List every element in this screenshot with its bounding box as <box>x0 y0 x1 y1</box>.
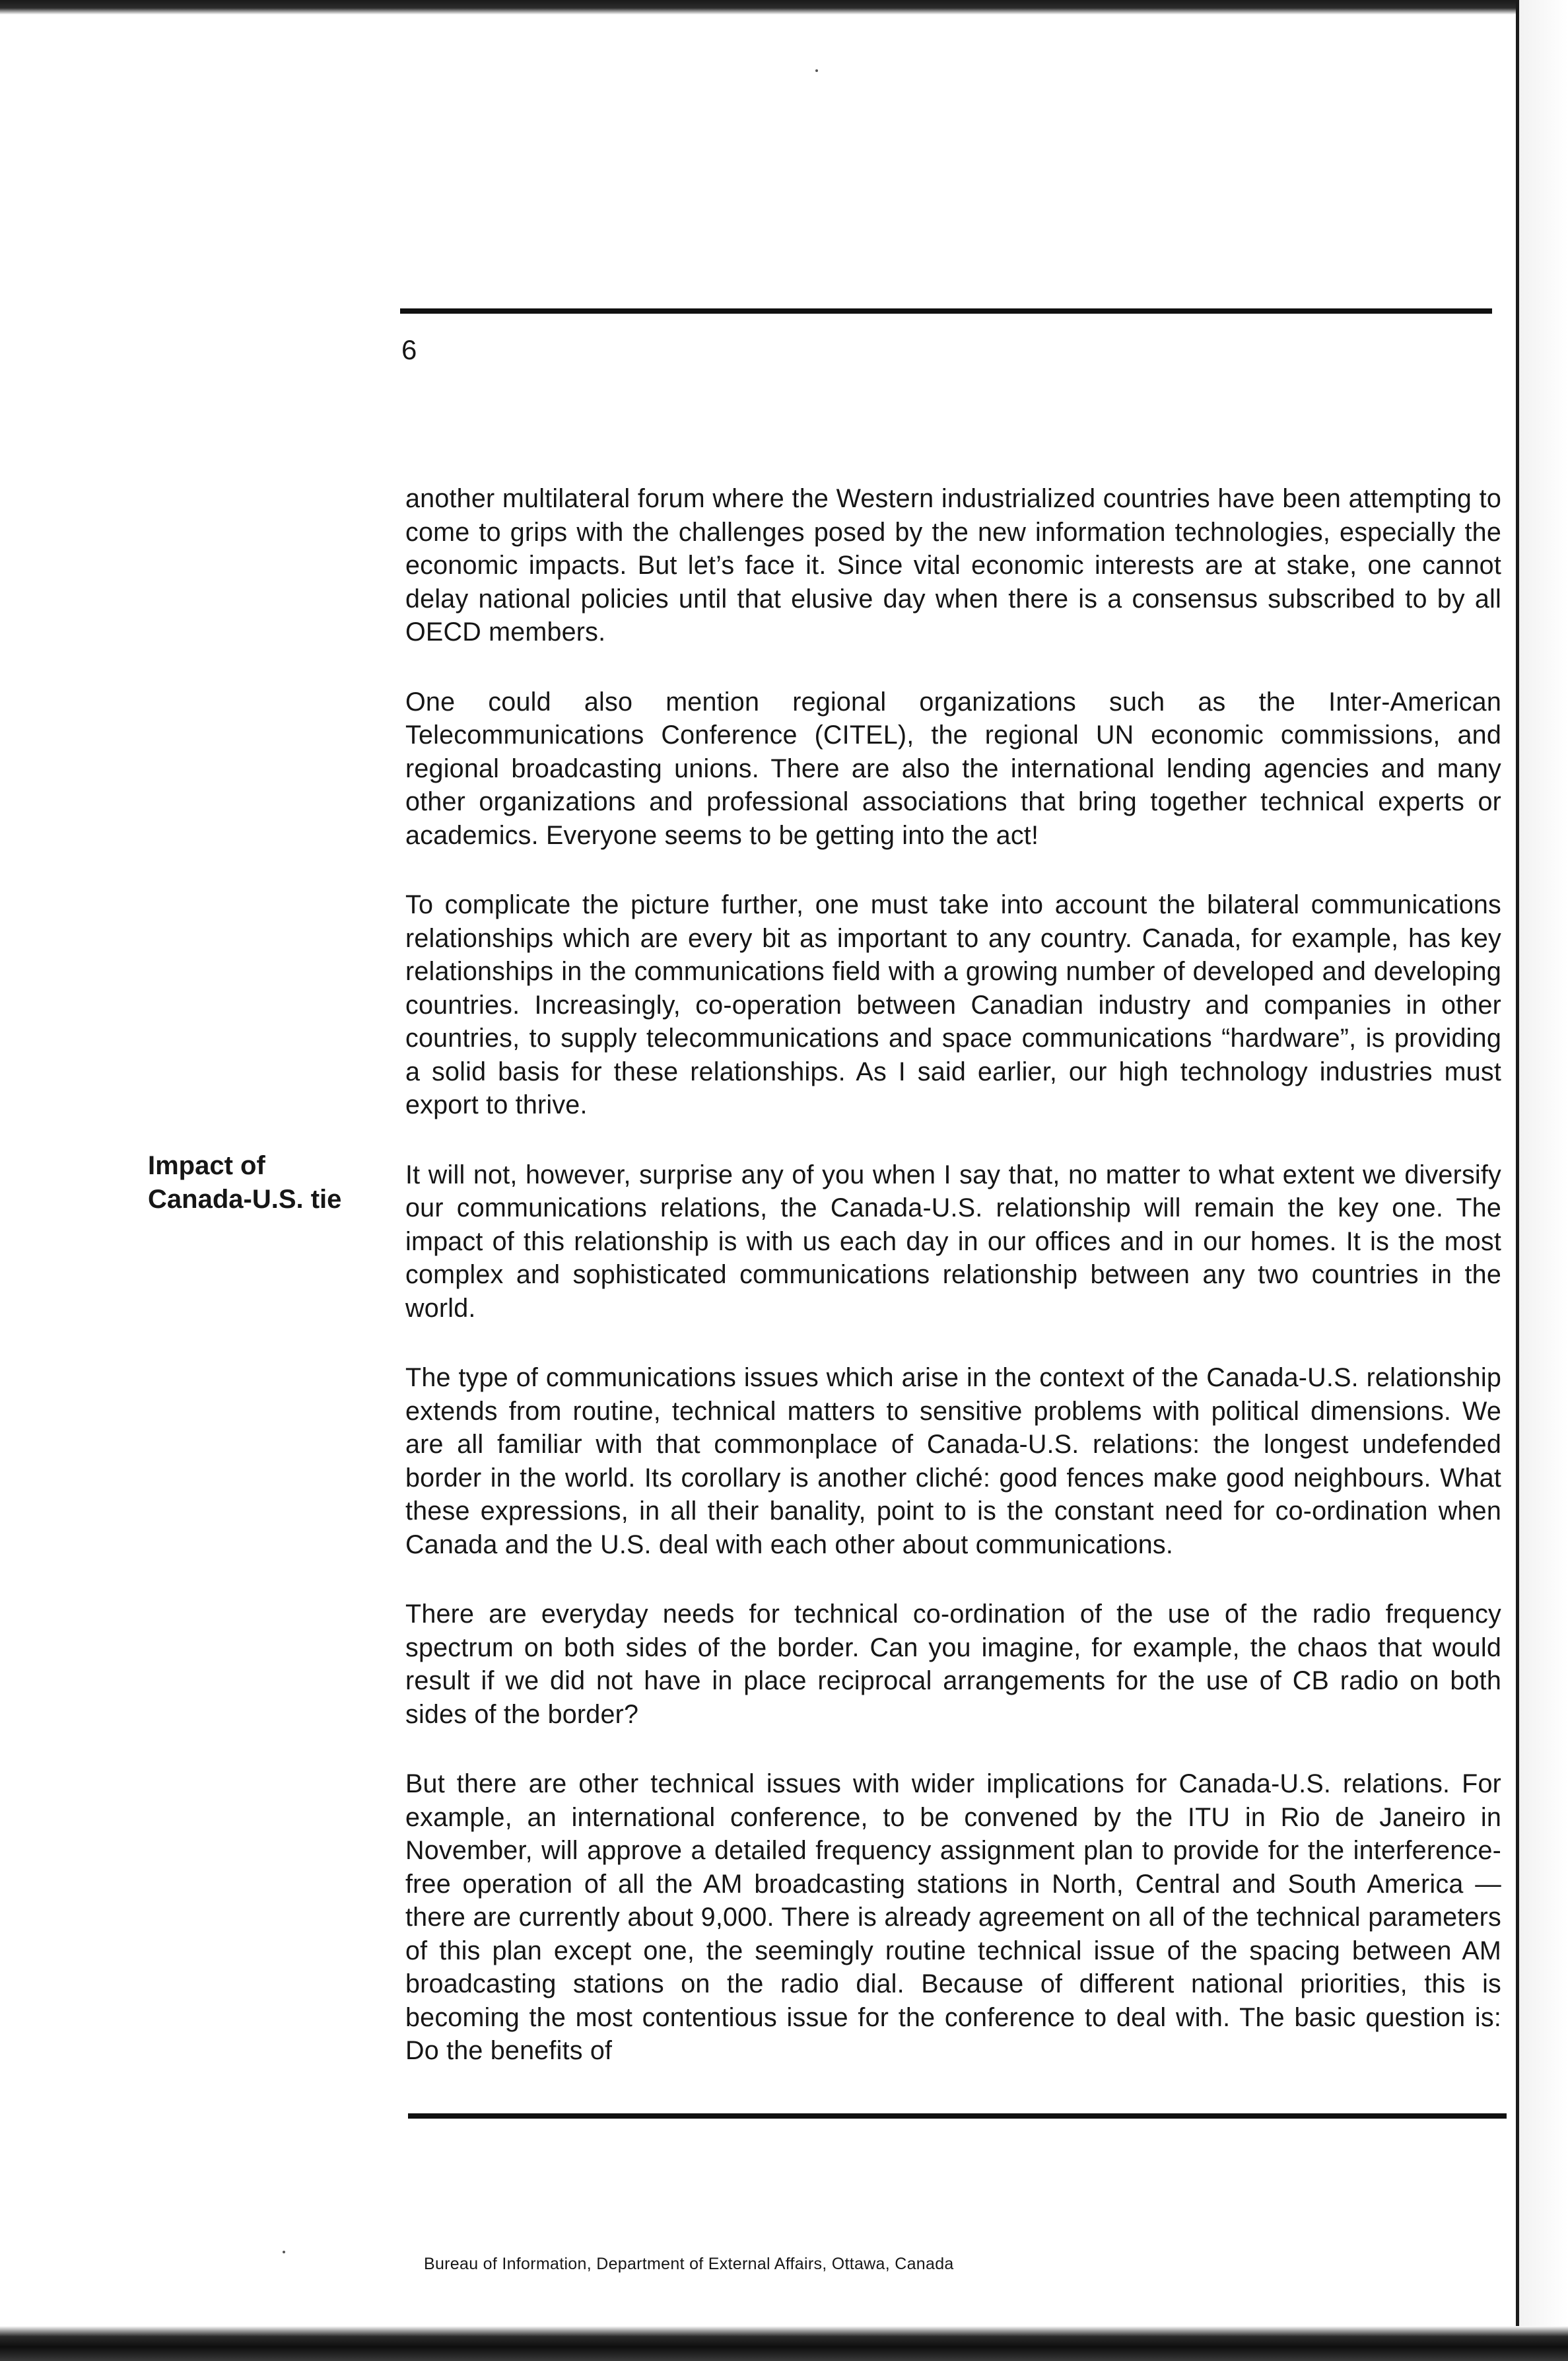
paragraph-4: It will not, however, surprise any of you when I say that, no matter to what extent we diversify our communications relations, the Canada-U.S. relationship will remain the key one. The impact of this relationship is with us each day in our offices and in our homes. It is the most complex and sophisticated communications relationship between any two countries in the world. <box>405 1160 1501 1323</box>
scan-edge-gutter <box>1519 0 1568 2361</box>
paragraph-6: There are everyday needs for technical co-ordination of the use of the radio frequency spectrum on both sides of the border. Can you imagine, for example, the chaos that would result if we did not have in place reciprocal arrangements for the use of CB radio on both sides of the border? <box>405 1600 1501 1729</box>
paragraph-2: One could also mention regional organizations such as the Inter-American Telecommunications Conference (CITEL), the regional UN economic commissions, and regional broadcasting unions. There are also the international lending agencies and many other organizations and professional associations that bring together technical experts or academics. Everyone seems to be getting into the act! <box>405 687 1501 850</box>
publisher-footer: Bureau of Information, Department of External Affairs, Ottawa, Canada <box>424 2255 954 2273</box>
scan-edge-top <box>0 0 1568 15</box>
scan-edge-bottom <box>0 2326 1568 2361</box>
paragraph-5: The type of communications issues which arise in the context of the Canada-U.S. relationship extends from routine, technical matters to sensitive problems with political dimensions. We are all familiar with that commonplace of Canada-U.S. relations: the longest undefended border in the world. Its corollary is another cliché: good fences make good neighbours. What these expressions, in all their banality, point to is the constant need for co-ordination when Canada and the U.S. deal with each other about communications. <box>405 1363 1501 1559</box>
paragraph-7: But there are other technical issues with wider implications for Canada-U.S. relations. For example, an international conference, to be convened by the ITU in Rio de Janeiro in November, will approve a detailed frequency assignment plan to provide for the interference-free operation of all the AM broadcasting stations in North, Central and South America — there are currently about 9,000. There is already agreement on all of the technical parameters of this plan except one, the seemingly routine technical issue of the spacing between AM broadcasting stations on the radio dial. Because of different national priorities, this is becoming the most contentious issue for the conference to deal with. The basic question is: Do the benefits of <box>405 1769 1501 2065</box>
margin-heading-line-2: Canada-U.S. tie <box>148 1185 342 1214</box>
scan-edge-right <box>1516 0 1519 2361</box>
scan-speck <box>815 69 818 72</box>
footer-rule <box>408 2113 1507 2119</box>
scan-speck <box>283 2251 285 2253</box>
paragraph-3: To complicate the picture further, one must take into account the bilateral communications relationships which are every bit as important to any country. Canada, for example, has key relationships in the communications field with a growing number of developed and developing countries. Increasingly, co-operation between Canadian industry and companies in other countries, to supply telecommunications and space communications “hardware”, is providing a solid basis for these relationships. As I said earlier, our high technology industries must export to thrive. <box>405 890 1501 1119</box>
header-rule <box>400 308 1492 314</box>
margin-heading-line-1: Impact of <box>148 1151 265 1180</box>
page-number: 6 <box>401 334 417 365</box>
body-text <box>405 482 1501 2104</box>
paragraph-1: another multilateral forum where the Western industrialized countries have been attempting to come to grips with the challenges posed by the new information technologies, especially the economic impacts. But let’s face it. Since vital economic interests are at stake, one cannot delay national policies until that elusive day when there is a consensus subscribed to by all OECD members. <box>405 484 1501 647</box>
margin-heading <box>148 1149 372 1216</box>
